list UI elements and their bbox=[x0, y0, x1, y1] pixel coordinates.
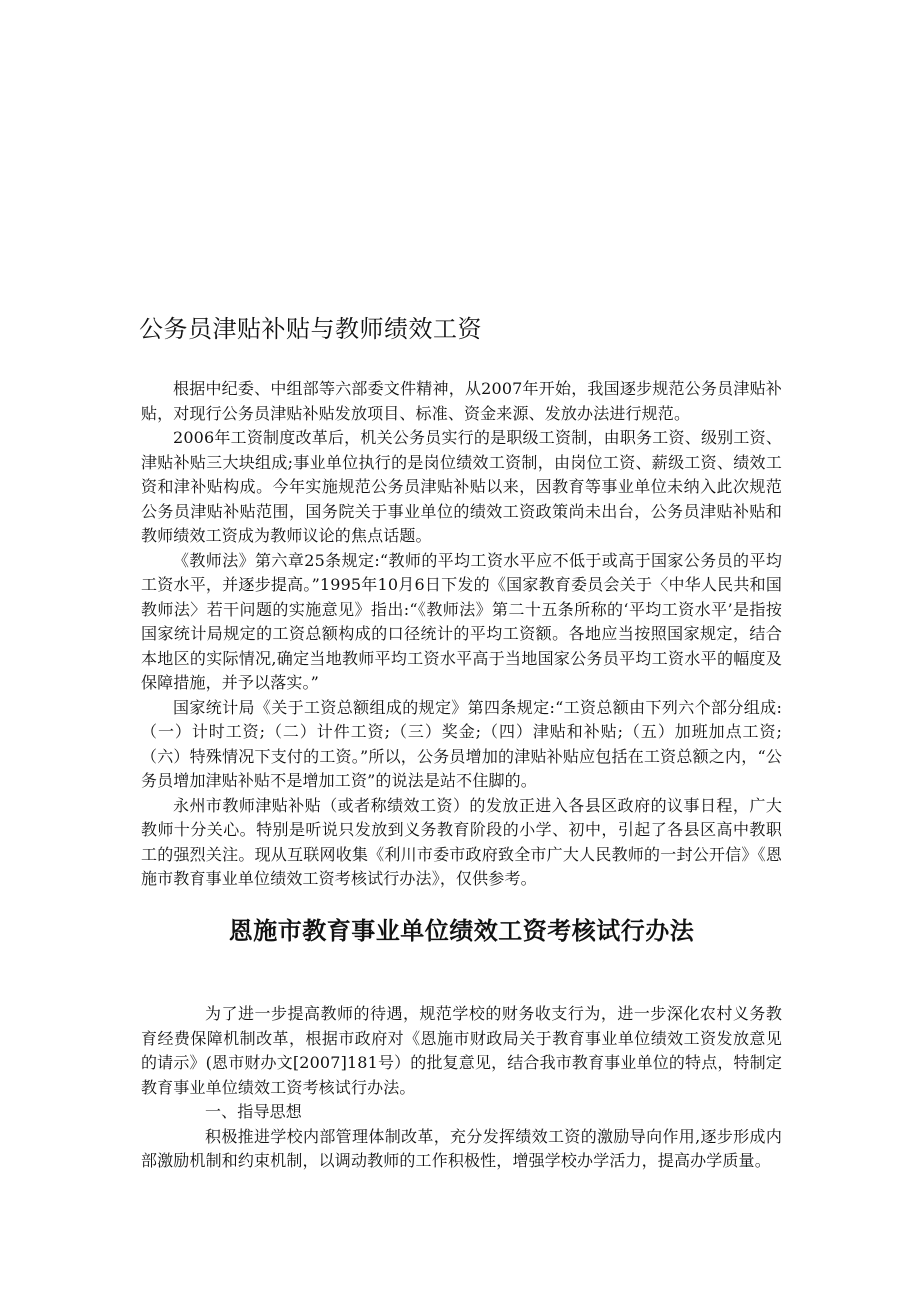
regulation-body bbox=[141, 1002, 782, 1174]
paragraph-teachers-law: 《教师法》第六章25条规定:“教师的平均工资水平应不低于或高于国家公务员的平均工资水平，并逐步提高。”1995年10月6日下发的《国家教育委员会关于〈中华人民共和国教师法〉若干问题的实施意见》指出:“《教师法》第二十五条所称的‘平均工资水平’是指按国家统计局规定的工资总额构成的口径统计的平均工资额。各地应当按照国家规定，结合本地区的实际情况,确定当地教师平均工资水平高于当地国家公务员平均工资水平的幅度及保障措施，并予以落实。” bbox=[141, 550, 782, 692]
document-title: 公务员津贴补贴与教师绩效工资 bbox=[139, 315, 482, 343]
regulation-title: 恩施市教育事业单位绩效工资考核试行办法 bbox=[228, 917, 695, 945]
paragraph-regulation-background: 根据中纪委、中组部等六部委文件精神，从2007年开始，我国逐步规范公务员津贴补贴，对现行公务员津贴补贴发放项目、标准、资金来源、发放办法进行规范。 bbox=[141, 379, 782, 423]
paragraph-statistics-bureau: 国家统计局《关于工资总额组成的规定》第四条规定:“工资总额由下列六个部分组成:（一）计时工资;（二）计件工资;（三）奖金;（四）津贴和补贴;（五）加班加点工资;（六）特殊情况下支付的工资。”所以，公务员增加的津贴补贴应包括在工资总额之内，“公务员增加津贴补贴不是增加工资”的说法是站不住脚的。 bbox=[141, 697, 782, 790]
article-body bbox=[141, 377, 782, 892]
regulation-intro: 为了进一步提高教师的待遇，规范学校的财务收支行为，进一步深化农村义务教育经费保障机制改革，根据市政府对《恩施市财政局关于教育事业单位绩效工资发放意见的请示》(恩市财办文[2007]181号）的批复意见，结合我市教育事业单位的特点，特制定教育事业单位绩效工资考核试行办法。 bbox=[141, 1004, 782, 1097]
paragraph-salary-reform: 2006年工资制度改革后，机关公务员实行的是职级工资制，由职务工资、级别工资、津贴补贴三大块组成;事业单位执行的是岗位绩效工资制，由岗位工资、薪级工资、绩效工资和津补贴构成。今年实施规范公务员津贴补贴以来，因教育等事业单位未纳入此次规范公务员津贴补贴范围，国务院关于事业单位的绩效工资政策尚未出台，公务员津贴补贴和教师绩效工资成为教师议论的焦点话题。 bbox=[141, 428, 782, 545]
paragraph-yongzhou: 永州市教师津贴补贴（或者称绩效工资）的发放正进入各县区政府的议事日程，广大教师十分关心。特别是听说只发放到义务教育阶段的小学、初中，引起了各县区高中教职工的强烈关注。现从互联网收集《利川市委市政府致全市广大人民教师的一封公开信》《恩施市教育事业单位绩效工资考核试行办法》，仅供参考。 bbox=[141, 795, 782, 888]
section-text: 积极推进学校内部管理体制改革，充分发挥绩效工资的激励导向作用,逐步形成内部激励机制和约束机制，以调动教师的工作积极性，增强学校办学活力，提高办学质量。 bbox=[141, 1126, 782, 1170]
section-heading: 一、指导思想 bbox=[205, 1102, 302, 1121]
